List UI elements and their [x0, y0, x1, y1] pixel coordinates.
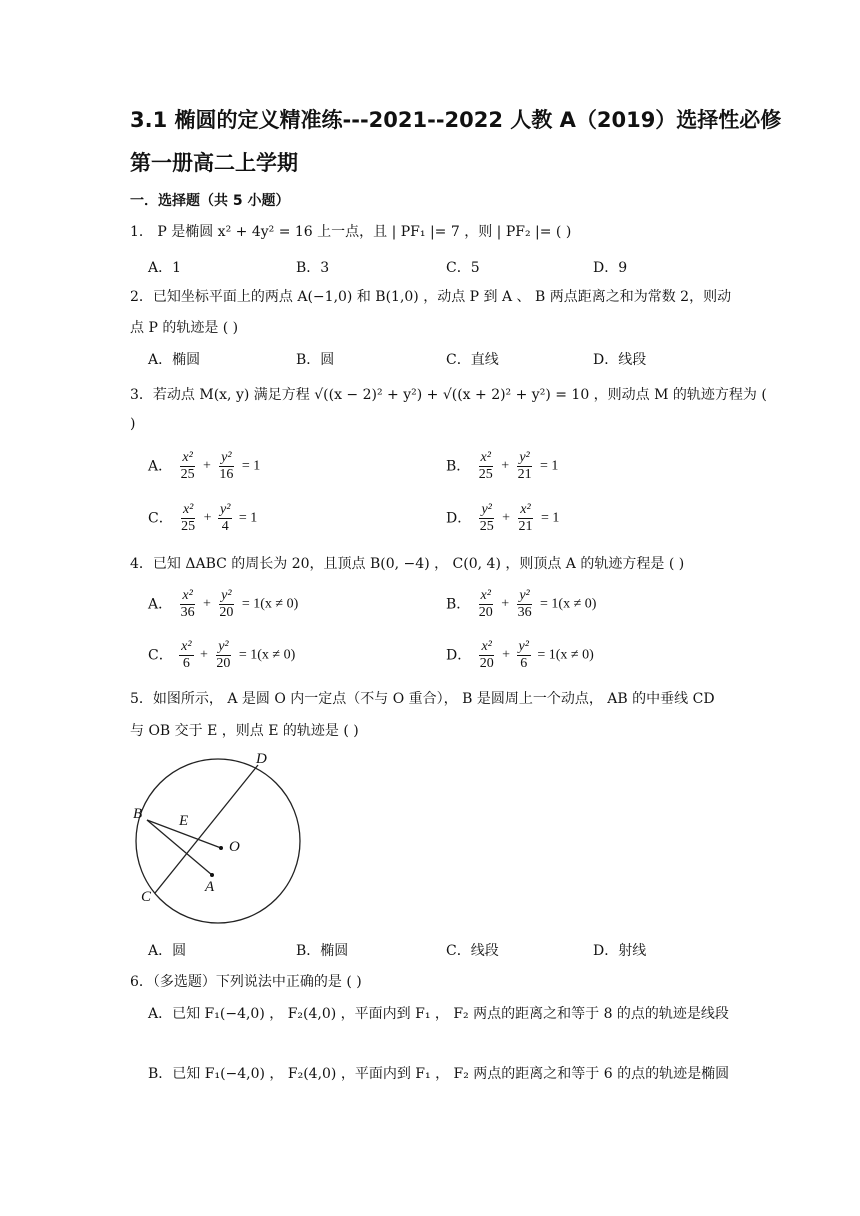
label-e: E	[179, 813, 189, 829]
q2-option-a: A．椭圆	[148, 352, 201, 368]
q1-option-c: C．5	[446, 260, 480, 276]
q1-option-d: D．9	[593, 260, 628, 276]
circle-o	[136, 759, 300, 923]
q2-option-b: B．圆	[296, 352, 335, 368]
q5-option-c: C．线段	[446, 943, 499, 959]
q1-option-a: A．1	[148, 260, 182, 276]
question-5-stem-line-2: 与 OB 交于 E ，则点 E 的轨迹是 ( )	[130, 723, 359, 739]
q2-option-d: D．线段	[593, 352, 647, 368]
point-o	[219, 846, 223, 850]
q3-option-b: B． $\frac{\text{x²}}{25}$ + $\frac{\text{y²}}{21}$ = 1	[446, 450, 559, 482]
label-o: O	[229, 839, 240, 855]
q1-option-b: B．3	[296, 260, 330, 276]
label-b: B	[133, 806, 143, 822]
label-c: C	[141, 889, 152, 905]
q2-option-c: C．直线	[446, 352, 499, 368]
circle-figure	[125, 745, 315, 930]
page-title-line-2: 第一册高二上学期	[130, 151, 298, 175]
q5-option-d: D．射线	[593, 943, 647, 959]
q4-option-c: C． $\frac{\text{x²}}{6}$ + $\frac{\text{y²}}{20}$ = 1(x ≠ 0)	[148, 639, 296, 671]
q5-option-b: B．椭圆	[296, 943, 349, 959]
question-2-stem-line-1: 2．已知坐标平面上的两点 A(−1,0) 和 B(1,0) ，动点 P 到 A 、 B 两点距离之和为常数 2，则动	[130, 289, 732, 305]
question-4-stem: 4．已知 ΔABC 的周长为 20，且顶点 B(0, −4) ， C(0, 4) ，则顶点 A 的轨迹方程是 ( )	[130, 556, 685, 572]
question-5-stem-line-1: 5．如图所示， A 是圆 O 内一定点（不与 O 重合）， B 是圆周上一个动点， AB 的中垂线 CD	[130, 691, 715, 707]
q4-option-b: B． $\frac{\text{x²}}{20}$ + $\frac{\text{y²}}{36}$ = 1(x ≠ 0)	[446, 588, 597, 620]
q3-option-d: D． $\frac{\text{y²}}{25}$ + $\frac{\text{x²}}{21}$ = 1	[446, 502, 560, 534]
q3-option-c: C． $\frac{\text{x²}}{25}$ + $\frac{\text{y²}}{4}$ = 1	[148, 502, 258, 534]
q4-option-d: D． $\frac{\text{x²}}{20}$ + $\frac{\text{y²}}{6}$ = 1(x ≠ 0)	[446, 639, 594, 671]
page-title-line-1: 3.1 椭圆的定义精准练---2021--2022 人教 A（2019）选择性必修	[130, 108, 782, 132]
point-a	[210, 873, 214, 877]
section-heading: 一．选择题（共 5 小题）	[130, 193, 290, 209]
q3-option-a: A． $\frac{\text{x²}}{25}$ + $\frac{\text{y²}}{16}$ = 1	[148, 450, 261, 482]
label-d: D	[256, 751, 267, 767]
question-1-stem: 1． P 是椭圆 x² + 4y² = 16 上一点，且 | PF₁ |= 7 ，则 | PF₂ |= ( )	[130, 224, 572, 240]
q4-option-a: A． $\frac{\text{x²}}{36}$ + $\frac{\text{y²}}{20}$ = 1(x ≠ 0)	[148, 588, 299, 620]
question-6-stem: 6．（多选题）下列说法中正确的是 ( )	[130, 974, 362, 990]
question-3-stem-line-2: )	[130, 416, 136, 432]
q6-option-b: B．已知 F₁(−4,0) ， F₂(4,0) ，平面内到 F₁ ， F₂ 两点的距离之和等于 6 的点的轨迹是椭圆	[148, 1066, 730, 1082]
question-3-stem-line-1: 3．若动点 M(x, y) 满足方程 √((x − 2)² + y²) + √((x + 2)² + y²) = 10 ，则动点 M 的轨迹方程为 (	[130, 387, 767, 403]
q5-option-a: A．圆	[148, 943, 187, 959]
question-2-stem-line-2: 点 P 的轨迹是 ( )	[130, 320, 239, 336]
label-a: A	[205, 879, 215, 895]
q6-option-a: A．已知 F₁(−4,0) ， F₂(4,0) ，平面内到 F₁ ， F₂ 两点的距离之和等于 8 的点的轨迹是线段	[148, 1006, 729, 1022]
